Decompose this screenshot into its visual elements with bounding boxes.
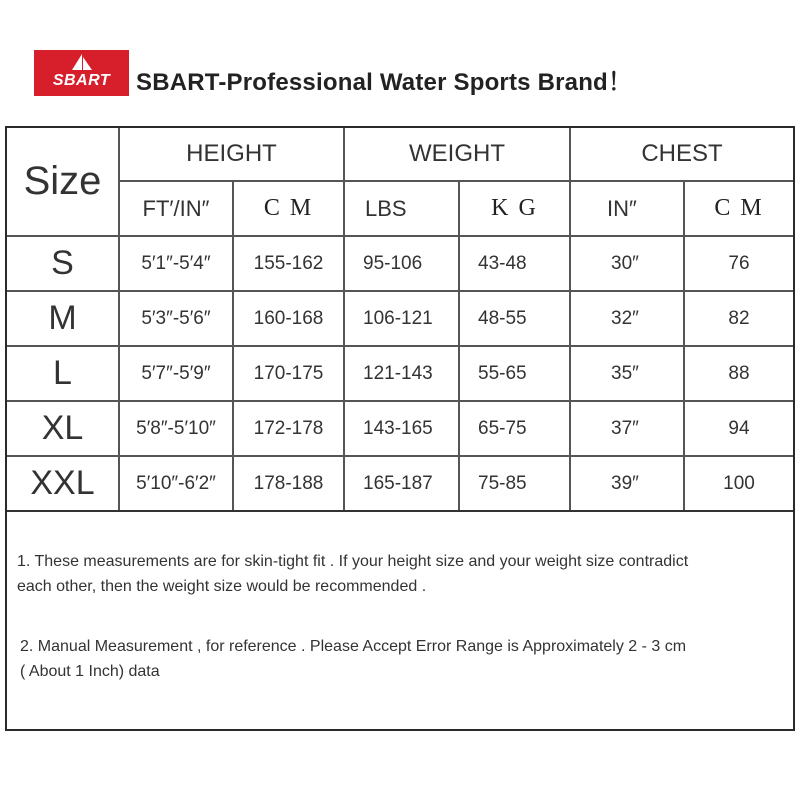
note-1-line-2: each other, then the weight size would be recommended . — [17, 578, 427, 595]
size-label: L — [53, 354, 72, 392]
table-cell: 143-165 — [363, 417, 433, 439]
table-cell: 5′1″-5′4″ — [141, 252, 211, 274]
table-cell: 43-48 — [478, 252, 527, 274]
table-cell: 5′7″-5′9″ — [141, 362, 211, 384]
table-cell: 76 — [728, 252, 750, 274]
table-cell: 160-168 — [253, 307, 324, 329]
table-cell: 95-106 — [363, 252, 423, 274]
size-label: XL — [41, 409, 84, 447]
table-cell: 55-65 — [478, 362, 527, 384]
size-chart-table — [5, 126, 795, 731]
height-ftin-header: FT′/IN″ — [142, 195, 210, 221]
table-cell: 32″ — [611, 307, 639, 329]
note-1-line-1: 1. These measurements are for skin-tight fit . If your height size and your weight size contradict — [17, 553, 689, 570]
grid-line — [7, 510, 793, 512]
table-cell: 5′10″-6′2″ — [136, 472, 216, 494]
page-title: SBART-Professional Water Sports Brand！ — [136, 69, 633, 96]
table-cell: 178-188 — [253, 472, 324, 494]
table-cell: 30″ — [611, 252, 639, 274]
table-cell: 155-162 — [253, 252, 324, 274]
note-2 — [17, 634, 787, 684]
table-cell: 94 — [728, 417, 750, 439]
table-cell: 100 — [723, 472, 755, 494]
brand-logo — [34, 50, 129, 96]
table-cell: 172-178 — [253, 417, 324, 439]
weight-kg-header: K G — [491, 195, 538, 221]
brand-header — [34, 50, 774, 100]
table-cell: 65-75 — [478, 417, 527, 439]
table-cell: 121-143 — [363, 362, 433, 384]
height-cm-header: C M — [263, 195, 314, 221]
table-cell: 37″ — [611, 417, 639, 439]
chest-in-header: IN″ — [607, 195, 637, 221]
table-cell: 5′3″-5′6″ — [141, 307, 211, 329]
height-group-header: HEIGHT — [186, 140, 277, 167]
table-cell: 35″ — [611, 362, 639, 384]
weight-lbs-header: LBS — [365, 195, 407, 221]
table-cell: 106-121 — [363, 307, 433, 329]
size-label: XXL — [30, 464, 95, 502]
table-cell: 5′8″-5′10″ — [136, 417, 216, 439]
table-cell: 48-55 — [478, 307, 527, 329]
chest-group-header: CHEST — [641, 140, 723, 167]
table-cell: 165-187 — [363, 472, 433, 494]
size-label: S — [51, 244, 74, 282]
size-column-header: Size — [23, 159, 102, 203]
chest-cm-header: C M — [714, 195, 764, 221]
note-2-line-2: ( About 1 Inch) data — [20, 663, 160, 680]
size-label: M — [48, 299, 77, 337]
note-2-line-1: 2. Manual Measurement , for reference . Please Accept Error Range is Approximately 2 - 3 cm — [20, 638, 687, 655]
table-cell: 88 — [728, 362, 750, 384]
sail-icon — [70, 53, 94, 71]
table-cell: 82 — [728, 307, 750, 329]
table-cell: 75-85 — [478, 472, 527, 494]
table-cell: 170-175 — [253, 362, 324, 384]
table-cell: 39″ — [611, 472, 639, 494]
weight-group-header: WEIGHT — [409, 140, 505, 167]
note-1 — [17, 549, 787, 599]
logo-text: SBART — [52, 72, 111, 89]
